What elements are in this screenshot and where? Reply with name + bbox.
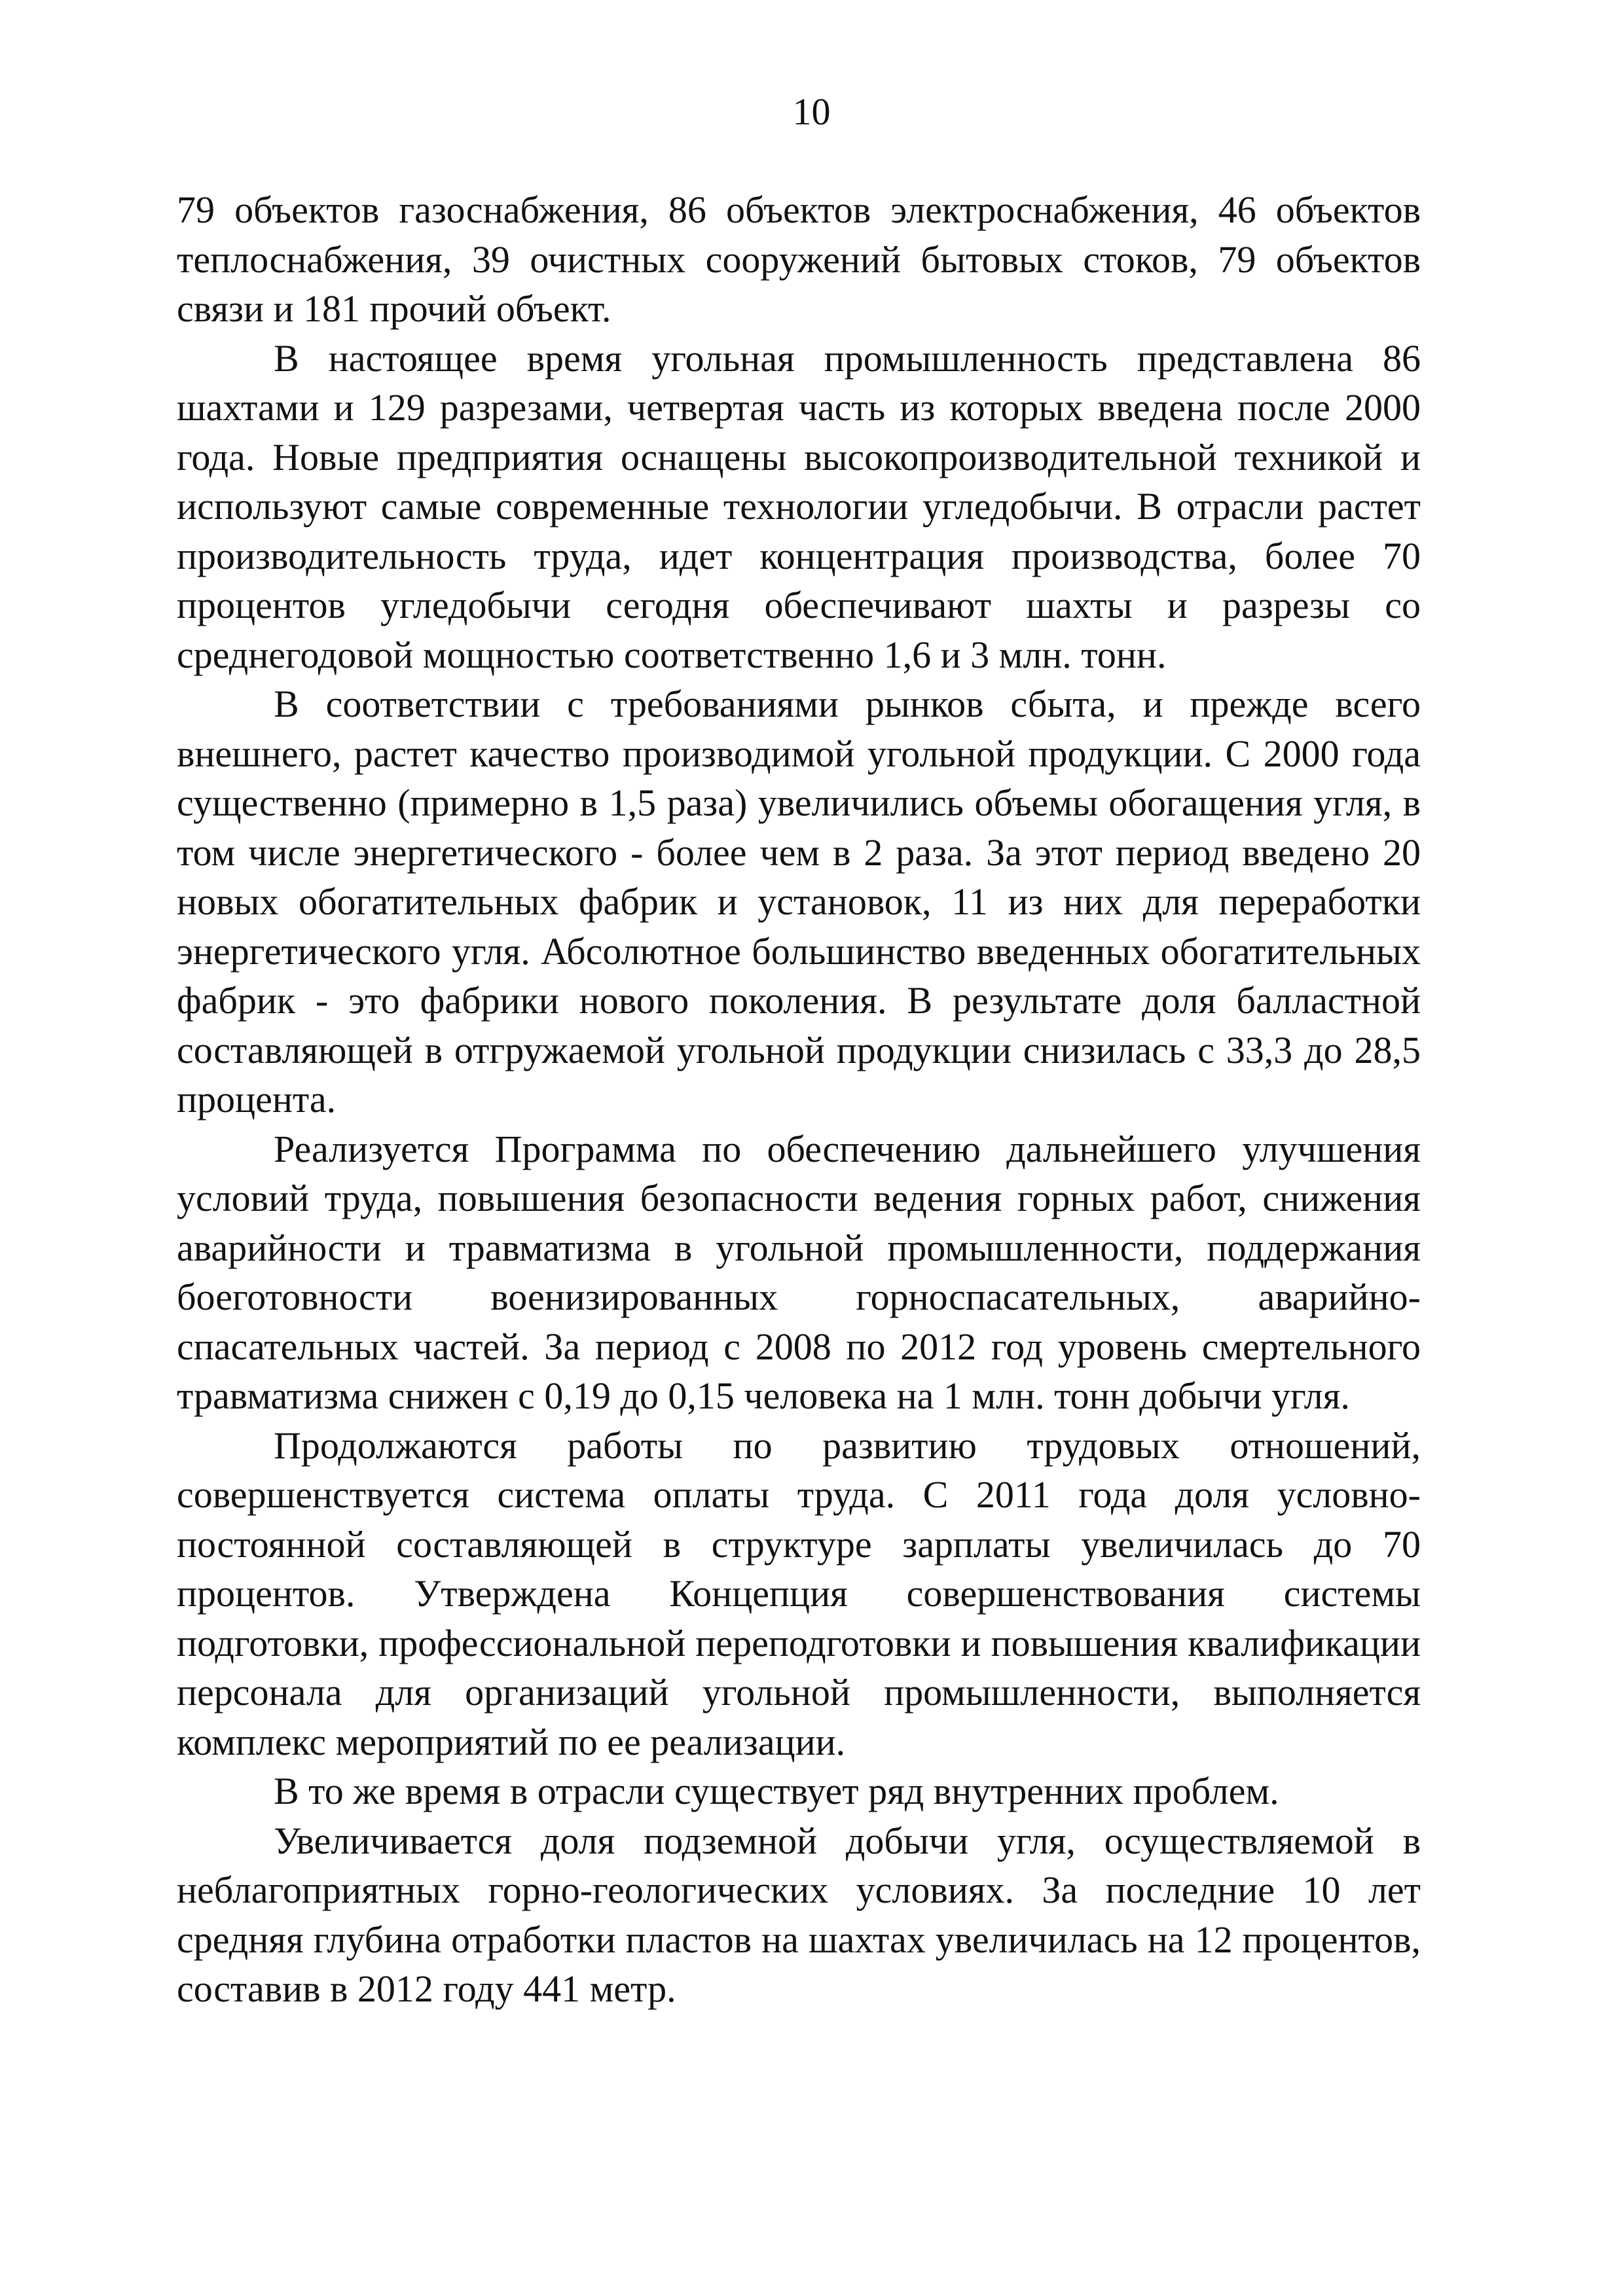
body-text [177,185,1421,2014]
paragraph-labor-relations: Продолжаются работы по развитию трудовых отношений, совершенствуется система оплаты труда. С 2011 года доля условно-постоянной составляющей в структуре зарплаты увеличилась до 70 процентов. Утверждена Концепция совершенствования системы подготовки, профессиональной переподготовки и повышения квалификации персонала для организаций угольной промышленности, выполняется комплекс мероприятий по ее реализации. [177,1424,1421,1763]
paragraph-internal-problems: В то же время в отрасли существует ряд внутренних проблем. [274,1770,1279,1812]
page-number: 10 [792,90,831,133]
paragraph-product-quality: В соответствии с требованиями рынков сбыта, и прежде всего внешнего, растет качество производимой угольной продукции. С 2000 года существенно (примерно в 1,5 раза) увеличились объемы обогащения угля, в том числе энергетического - более чем в 2 раза. За этот период введено 20 новых обогатительных фабрик и установок, 11 из них для переработки энергетического угля. Абсолютное большинство введенных обогатительных фабрик - это фабрики нового поколения. В результате доля балластной составляющей в отгружаемой угольной продукции снизилась с 33,3 до 28,5 процента. [177,683,1421,1121]
paragraph-continuation: 79 объектов газоснабжения, 86 объектов электроснабжения, 46 объектов теплоснабжения, 39 очистных сооружений бытовых стоков, 79 объектов связи и 181 прочий объект. [177,188,1421,330]
paragraph-coal-industry: В настоящее время угольная промышленность представлена 86 шахтами и 129 разрезами, четвертая часть из которых введена после 2000 года. Новые предприятия оснащены высокопроизводительной техникой и используют самые современные технологии угледобычи. В отрасли растет производительность труда, идет концентрация производства, более 70 процентов угледобычи сегодня обеспечивают шахты и разрезы со среднегодовой мощностью соответственно 1,6 и 3 млн. тонн. [177,336,1421,676]
paragraph-underground-mining: Увеличивается доля подземной добычи угля, осуществляемой в неблагоприятных горно-геологических условиях. За последние 10 лет средняя глубина отработки пластов на шахтах увеличилась на 12 процентов, составив в 2012 году 441 метр. [177,1819,1421,2010]
paragraph-safety-program: Реализуется Программа по обеспечению дальнейшего улучшения условий труда, повышения безопасности ведения горных работ, снижения аварийности и травматизма в угольной промышленности, поддержания боеготовности военизированных горноспасательных, аварийно-спасательных частей. За период с 2008 по 2012 год уровень смертельного травматизма снижен с 0,19 до 0,15 человека на 1 млн. тонн добычи угля. [177,1127,1421,1417]
